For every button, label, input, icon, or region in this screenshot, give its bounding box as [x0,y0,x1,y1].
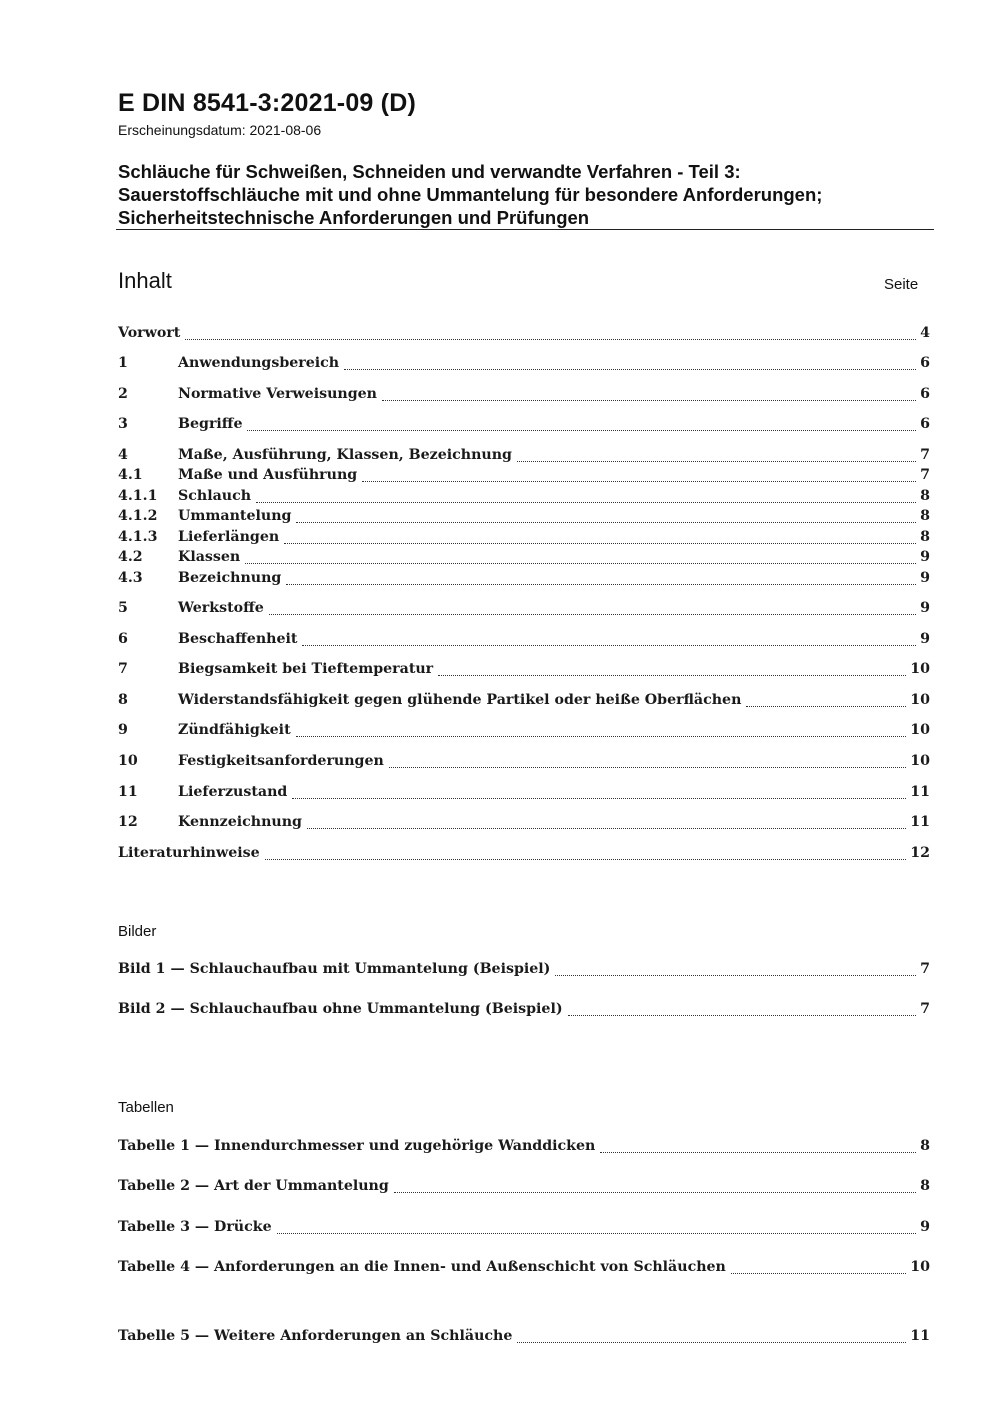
toc-entry-label: Werkstoffe [178,600,264,616]
dot-leader [394,1192,916,1193]
figure-entry-1[interactable] [118,961,930,981]
toc-entry-page: 8 [920,529,930,545]
dot-leader [265,859,907,860]
table-entry-page: 10 [910,1259,930,1275]
page-column-heading: Seite [884,276,919,293]
toc-entry-8[interactable] [118,692,930,712]
document-title [118,160,933,229]
dot-leader [247,430,916,431]
toc-entry-label: Kennzeichnung [178,814,302,830]
toc-entry-number: 8 [118,692,128,708]
toc-entry-page: 11 [910,814,930,830]
table-entry-3[interactable] [118,1219,930,1239]
dot-leader [517,461,916,462]
toc-entry-number: 12 [118,814,138,830]
toc-entry-number: 3 [118,416,128,432]
dot-leader [307,828,906,829]
toc-entry-page: 10 [910,722,930,738]
toc-entry-label: Widerstandsfähigkeit gegen glühende Partikel oder heiße Oberflächen [178,692,742,708]
toc-entry-label: Normative Verweisungen [178,386,377,402]
toc-entry-1[interactable] [118,355,930,375]
toc-entry-page: 11 [910,784,930,800]
toc-entry-4-1-1[interactable] [118,488,930,508]
toc-entry-12[interactable] [118,814,930,834]
table-entry-4[interactable] [118,1259,930,1279]
toc-entry-foreword[interactable] [118,325,930,345]
document-id: E DIN 8541-3:2021-09 (D) [118,89,416,117]
toc-entry-number: 4.3 [118,570,143,586]
toc-entry-page: 10 [910,753,930,769]
document-title-line: Sauerstoffschläuche mit und ohne Ummantelung für besondere Anforderungen; [118,184,823,205]
toc-entry-label: Biegsamkeit bei Tieftemperatur [178,661,434,677]
toc-entry-label: Zündfähigkeit [178,722,291,738]
dot-leader [277,1233,917,1234]
toc-entry-label: Beschaffenheit [178,631,298,647]
toc-entry-label: Festigkeitsanforderungen [178,753,384,769]
publication-date: Erscheinungsdatum: 2021-08-06 [118,122,322,138]
toc-entry-label: Literaturhinweise [118,845,260,861]
toc-entry-number: 7 [118,661,128,677]
table-entry-label: Tabelle 1 — Innendurchmesser und zugehörige Wanddicken [118,1138,596,1154]
toc-entry-page: 10 [910,692,930,708]
table-entry-label: Tabelle 3 — Drücke [118,1219,272,1235]
dot-leader [362,481,916,482]
dot-leader [286,584,916,585]
toc-entry-number: 4.1.1 [118,488,158,504]
toc-entry-4[interactable] [118,447,930,467]
toc-entry-number: 9 [118,722,128,738]
toc-entry-number: 2 [118,386,128,402]
table-entry-page: 8 [920,1138,930,1154]
toc-entry-page: 6 [920,355,930,371]
dot-leader [185,339,916,340]
toc-entry-bibliography[interactable] [118,845,930,865]
dot-leader [256,502,916,503]
toc-entry-page: 9 [920,549,930,565]
toc-entry-3[interactable] [118,416,930,436]
table-entry-label: Tabelle 5 — Weitere Anforderungen an Schläuche [118,1328,513,1344]
dot-leader [517,1342,906,1343]
toc-entry-number: 11 [118,784,138,800]
toc-entry-6[interactable] [118,631,930,651]
toc-entry-2[interactable] [118,386,930,406]
document-title-line: Sicherheitstechnische Anforderungen und Prüfungen [118,207,590,228]
dot-leader [438,675,906,676]
dot-leader [302,645,916,646]
toc-entry-page: 8 [920,488,930,504]
title-divider [116,229,934,230]
toc-entry-number: 4.1 [118,467,143,483]
toc-entry-4-2[interactable] [118,549,930,569]
toc-entry-number: 4.1.3 [118,529,158,545]
toc-entry-number: 4.2 [118,549,143,565]
toc-entry-number: 1 [118,355,128,371]
figure-entry-2[interactable] [118,1001,930,1021]
toc-entry-label: Klassen [178,549,241,565]
figures-heading: Bilder [118,923,157,940]
table-entry-page: 9 [920,1219,930,1235]
toc-entry-4-1-3[interactable] [118,529,930,549]
table-entry-1[interactable] [118,1138,930,1158]
toc-entry-page: 7 [920,447,930,463]
dot-leader [600,1152,916,1153]
toc-entry-page: 6 [920,416,930,432]
toc-entry-page: 9 [920,600,930,616]
table-entry-page: 8 [920,1178,930,1194]
toc-entry-page: 8 [920,508,930,524]
dot-leader [555,975,916,976]
toc-entry-label: Lieferzustand [178,784,288,800]
toc-heading: Inhalt [118,268,172,293]
toc-entry-4-1-2[interactable] [118,508,930,528]
toc-entry-9[interactable] [118,722,930,742]
document-title-line: Schläuche für Schweißen, Schneiden und verwandte Verfahren - Teil 3: [118,161,741,182]
toc-entry-label: Vorwort [118,325,181,341]
toc-entry-label: Bezeichnung [178,570,282,586]
toc-entry-11[interactable] [118,784,930,804]
toc-entry-label: Lieferlängen [178,529,280,545]
toc-entry-page: 4 [920,325,930,341]
toc-entry-number: 5 [118,600,128,616]
toc-entry-label: Schlauch [178,488,252,504]
toc-entry-page: 10 [910,661,930,677]
dot-leader [568,1015,917,1016]
dot-leader [245,563,916,564]
table-entry-label: Tabelle 2 — Art der Ummantelung [118,1178,389,1194]
toc-entry-label: Maße und Ausführung [178,467,358,483]
table-entry-5[interactable] [118,1328,930,1348]
figure-entry-page: 7 [920,961,930,977]
toc-entry-4-1[interactable] [118,467,930,487]
tables-heading: Tabellen [118,1099,174,1116]
toc-entry-10[interactable] [118,753,930,773]
toc-entry-number: 6 [118,631,128,647]
toc-entry-number: 10 [118,753,138,769]
toc-entry-number: 4 [118,447,128,463]
toc-entry-label: Maße, Ausführung, Klassen, Bezeichnung [178,447,512,463]
toc-entry-page: 7 [920,467,930,483]
figure-entry-label: Bild 1 — Schlauchaufbau mit Ummantelung (Beispiel) [118,961,551,977]
toc-entry-5[interactable] [118,600,930,620]
table-entry-label: Tabelle 4 — Anforderungen an die Innen- und Außenschicht von Schläuchen [118,1259,726,1275]
figure-entry-label: Bild 2 — Schlauchaufbau ohne Ummantelung (Beispiel) [118,1001,563,1017]
figure-entry-page: 7 [920,1001,930,1017]
dot-leader [292,798,906,799]
toc-entry-page: 6 [920,386,930,402]
dot-leader [389,767,906,768]
dot-leader [284,543,916,544]
toc-entry-4-3[interactable] [118,570,930,590]
table-entry-page: 11 [910,1328,930,1344]
toc-entry-label: Anwendungsbereich [178,355,340,371]
toc-entry-label: Begriffe [178,416,243,432]
dot-leader [269,614,916,615]
dot-leader [731,1273,906,1274]
table-entry-2[interactable] [118,1178,930,1198]
dot-leader [344,369,916,370]
dot-leader [382,400,916,401]
toc-entry-7[interactable] [118,661,930,681]
toc-entry-page: 12 [910,845,930,861]
toc-entry-page: 9 [920,570,930,586]
dot-leader [296,522,916,523]
dot-leader [296,736,907,737]
toc-entry-number: 4.1.2 [118,508,158,524]
toc-entry-label: Ummantelung [178,508,292,524]
toc-entry-page: 9 [920,631,930,647]
dot-leader [746,706,906,707]
